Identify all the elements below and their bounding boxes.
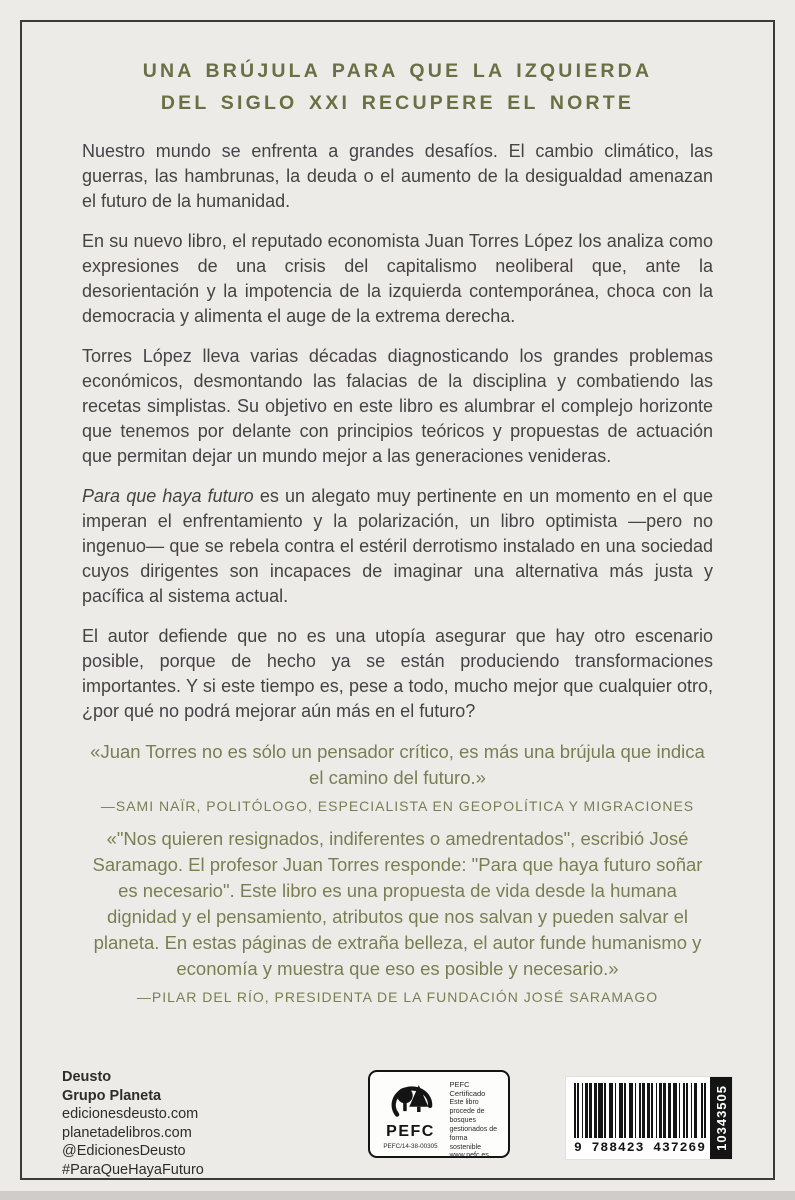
isbn-number: 9 788423 437269 bbox=[574, 1140, 707, 1155]
review-quote-2-text: «"Nos quieren resignados, indiferentes o amedrentados", escribió José Saramago. El profesor Juan Torres responde: "Para que haya futuro soñar es necesario". Este libro es una propuesta de vida desde la humana dignidad y el pensamiento, atributos que nos salvan y pueden salvar el planeta. En estas páginas de extraña belleza, el autor funde humanismo y economía y muestra que eso es posible y necesario.» bbox=[92, 828, 703, 979]
page-bottom-edge bbox=[0, 1191, 795, 1200]
publisher-brand: Deusto bbox=[62, 1069, 112, 1085]
cover-tagline bbox=[82, 55, 713, 119]
pefc-certified-label: PEFC Certificado bbox=[449, 1080, 486, 1098]
cover-footer bbox=[62, 1068, 733, 1178]
isbn-barcode bbox=[565, 1076, 733, 1160]
review-quote-1 bbox=[82, 739, 713, 814]
pefc-claim-text: Este libro procede de bosques gestionados de forma sostenible bbox=[449, 1099, 497, 1151]
publisher-social-handle: @EdicionesDeusto bbox=[62, 1143, 186, 1159]
synopsis-paragraph-4 bbox=[82, 484, 713, 609]
pefc-wordmark: PEFC bbox=[386, 1122, 435, 1140]
barcode-bars bbox=[574, 1083, 706, 1138]
pefc-certification-label bbox=[368, 1070, 510, 1158]
cover-tagline-line1: UNA BRÚJULA PARA QUE LA IZQUIERDA bbox=[142, 60, 653, 82]
pefc-logo-column bbox=[378, 1078, 444, 1150]
synopsis-paragraph-3: Torres López lleva varias décadas diagnosticando los grandes problemas económicos, desmontando las falacias de la disciplina y combatiendo las recetas simplistas. Su objetivo en este libro es alumbrar el complejo horizonte que tenemos por delante con principios teóricos y propuestas de actuación que permitan dejar un mundo mejor a las generaciones venideras. bbox=[82, 346, 713, 466]
publisher-website-2: planetadelibros.com bbox=[62, 1124, 192, 1141]
review-quote-2 bbox=[82, 826, 713, 1005]
pefc-trees-icon bbox=[385, 1078, 437, 1120]
pefc-website: www.pefc.es bbox=[449, 1152, 489, 1159]
barcode-side-strip bbox=[710, 1077, 732, 1159]
book-title-italic: Para que haya futuro bbox=[82, 486, 254, 506]
review-quote-2-attribution: —PILAR DEL RÍO, PRESIDENTA DE LA FUNDACIÓN JOSÉ SARAMAGO bbox=[136, 989, 659, 1005]
synopsis bbox=[82, 139, 713, 724]
publisher-block bbox=[62, 1068, 312, 1179]
review-quote-1-attribution: —SAMI NAÏR, POLITÓLOGO, ESPECIALISTA EN GEOPOLÍTICA Y MIGRACIONES bbox=[100, 798, 695, 814]
synopsis-paragraph-5: El autor defiende que no es una utopía asegurar que hay otro escenario posible, porque de hecho ya se están produciendo transformaciones importantes. Y si este tiempo es, pese a todo, mucho mejor que cualquier otro, ¿por qué no podrá mejorar aún más en el futuro? bbox=[82, 626, 713, 721]
barcode-main bbox=[566, 1077, 710, 1159]
synopsis-paragraph-1: Nuestro mundo se enfrenta a grandes desafíos. El cambio climático, las guerras, las hambrunas, la deuda o el aumento de la desigualdad amenazan el futuro de la humanidad. bbox=[82, 141, 713, 211]
publisher-group: Grupo Planeta bbox=[62, 1087, 162, 1104]
product-code: 10343505 bbox=[713, 1085, 729, 1151]
publisher-hashtag: #ParaQueHayaFuturo bbox=[62, 1161, 204, 1178]
review-quote-1-text: «Juan Torres no es sólo un pensador crítico, es más una brújula que indica el camino del futuro.» bbox=[90, 741, 705, 788]
cover-content bbox=[22, 22, 773, 1178]
pefc-text-column bbox=[449, 1078, 501, 1159]
cover-tagline-line2: DEL SIGLO XXI RECUPERE EL NORTE bbox=[160, 92, 635, 114]
synopsis-paragraph-4-rest: es un alegato muy pertinente en un momento en el que imperan el enfrentamiento y la polarización, un libro optimista —pero no ingenuo— que se rebela contra el estéril derrotismo instalado en una sociedad cuyos dirigentes son incapaces de imaginar una alternativa más justa y pacífica al sistema actual. bbox=[82, 486, 713, 606]
pefc-license-number: PEFC/14-38-00305 bbox=[383, 1143, 438, 1150]
cover-frame-border bbox=[20, 20, 775, 1180]
publisher-website-1: edicionesdeusto.com bbox=[62, 1106, 199, 1122]
synopsis-paragraph-2: En su nuevo libro, el reputado economista Juan Torres López los analiza como expresiones de una crisis del capitalismo neoliberal que, ante la desorientación y la impotencia de la izquierda contemporánea, choca con la democracia y alimenta el auge de la extrema derecha. bbox=[82, 231, 713, 326]
